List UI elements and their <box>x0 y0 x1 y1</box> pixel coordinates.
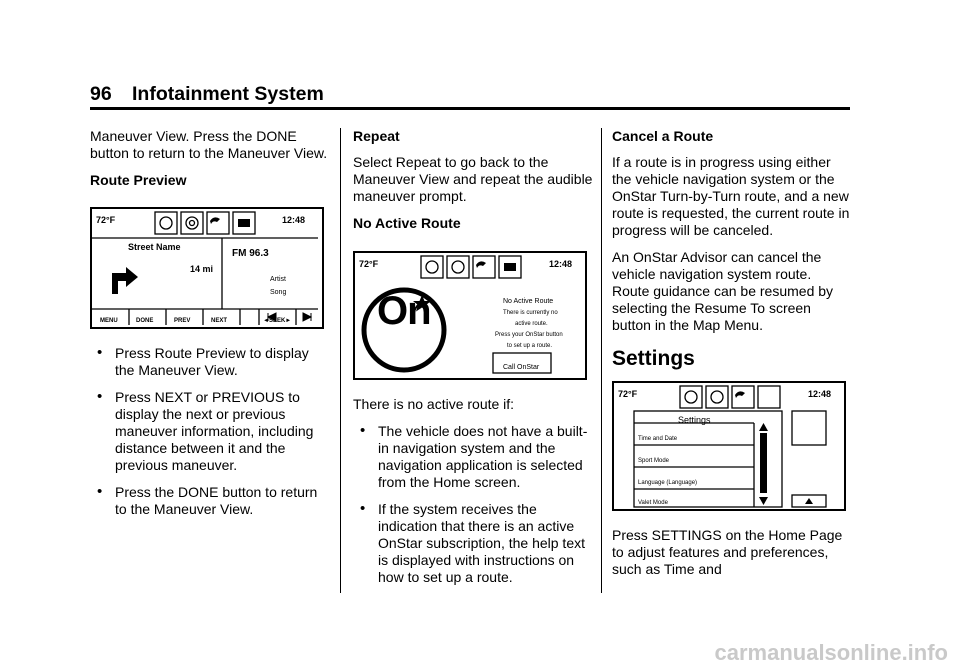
route-preview-heading: Route Preview <box>90 172 187 188</box>
song: Song <box>270 289 287 296</box>
no-route-title: No Active Route <box>503 298 554 305</box>
settings-paragraph: Press SETTINGS on the Home Page to adjust features and preferences, such as Time and <box>612 527 843 577</box>
header-rule <box>90 107 850 110</box>
next-button[interactable]: NEXT <box>211 318 228 324</box>
temperature: 72°F <box>96 215 116 225</box>
temperature: 72°F <box>618 389 638 399</box>
settings-item-valet-mode[interactable]: Valet Mode <box>638 500 668 506</box>
column-2 <box>353 128 593 596</box>
route-preview-list <box>90 345 330 518</box>
column-divider-2 <box>601 128 602 593</box>
column-divider-1 <box>340 128 341 593</box>
repeat-heading: Repeat <box>353 128 400 144</box>
watermark: carmanualsonline.info <box>714 640 948 665</box>
help-line-4: to set up a route. <box>507 343 553 349</box>
phone-icon <box>207 212 229 234</box>
settings-screen <box>612 381 846 511</box>
turn-arrow-icon <box>112 267 138 294</box>
settings-item-language[interactable]: Language (Language) <box>638 480 698 486</box>
list-item: • Press the DONE button to return to the Maneuver View. <box>90 484 330 518</box>
cancel-route-paragraph: If a route is in progress using either the vehicle navigation system or the OnStar Turn-by-Turn route, and a new route is requested, the current route in progress will be canceled. <box>612 154 850 238</box>
section-title: Infotainment System <box>132 83 324 105</box>
page-number: 96 <box>90 83 112 105</box>
clock: 12:48 <box>549 259 573 269</box>
nav-icon <box>181 212 203 234</box>
maneuver-view-screen <box>90 207 324 329</box>
cancel-route-heading: Cancel a Route <box>612 128 714 144</box>
page-header <box>90 83 324 106</box>
column-1 <box>90 128 330 528</box>
street-name: Street Name <box>128 242 181 252</box>
distance: 14 mi <box>190 264 214 274</box>
list-item: • Press NEXT or PREVIOUS to display the next or previous maneuver information, including distance between it and the previous maneuver. <box>90 389 330 474</box>
help-line-1: There is currently no <box>503 310 558 316</box>
radio-station: FM 96.3 <box>232 248 269 259</box>
onstar-logo-text: On <box>377 289 431 333</box>
no-route-list <box>353 423 593 586</box>
list-item: • If the system receives the indication that there is an active OnStar subscription, the help text is displayed with instructions on how to set up a route. <box>353 501 593 586</box>
settings-item-time-date[interactable]: Time and Date <box>638 436 678 442</box>
artist: Artist <box>270 276 286 283</box>
help-line-3: Press your OnStar button <box>495 332 563 338</box>
no-active-route-screen <box>353 251 587 380</box>
no-route-paragraph: There is no active route if: <box>353 396 515 412</box>
help-line-2: active route. <box>515 321 548 327</box>
clock: 12:48 <box>808 389 832 399</box>
column-3 <box>612 128 852 588</box>
clock: 12:48 <box>282 215 306 225</box>
seek-button[interactable]: ◄SEEK► <box>263 318 292 324</box>
menu-button[interactable]: MENU <box>100 318 118 324</box>
prev-button[interactable]: PREV <box>174 318 191 324</box>
done-button[interactable]: DONE <box>136 318 154 324</box>
repeat-paragraph: Select Repeat to go back to the Maneuver View and repeat the audible maneuver prompt. <box>353 154 593 204</box>
scrollbar <box>760 433 767 493</box>
no-active-route-heading: No Active Route <box>353 215 461 231</box>
up-arrow-icon <box>805 498 813 504</box>
list-item: • The vehicle does not have a built-in navigation system and the navigation application is selected from the Home screen. <box>353 423 593 491</box>
intro-paragraph: Maneuver View. Press the DONE button to return to the Maneuver View. <box>90 128 328 161</box>
temperature: 72°F <box>359 259 379 269</box>
call-onstar-button[interactable]: Call OnStar <box>503 364 540 371</box>
list-item: • Press Route Preview to display the Maneuver View. <box>90 345 330 379</box>
voice-icon <box>155 212 177 234</box>
settings-item-sport-mode[interactable]: Sport Mode <box>638 458 670 464</box>
settings-heading: Settings <box>612 347 695 370</box>
advisor-paragraph: An OnStar Advisor can cancel the vehicle navigation system route. Route guidance can be resumed by selecting the Resume To screen button in the Map Menu. <box>612 249 834 333</box>
settings-title: Settings <box>678 415 711 425</box>
